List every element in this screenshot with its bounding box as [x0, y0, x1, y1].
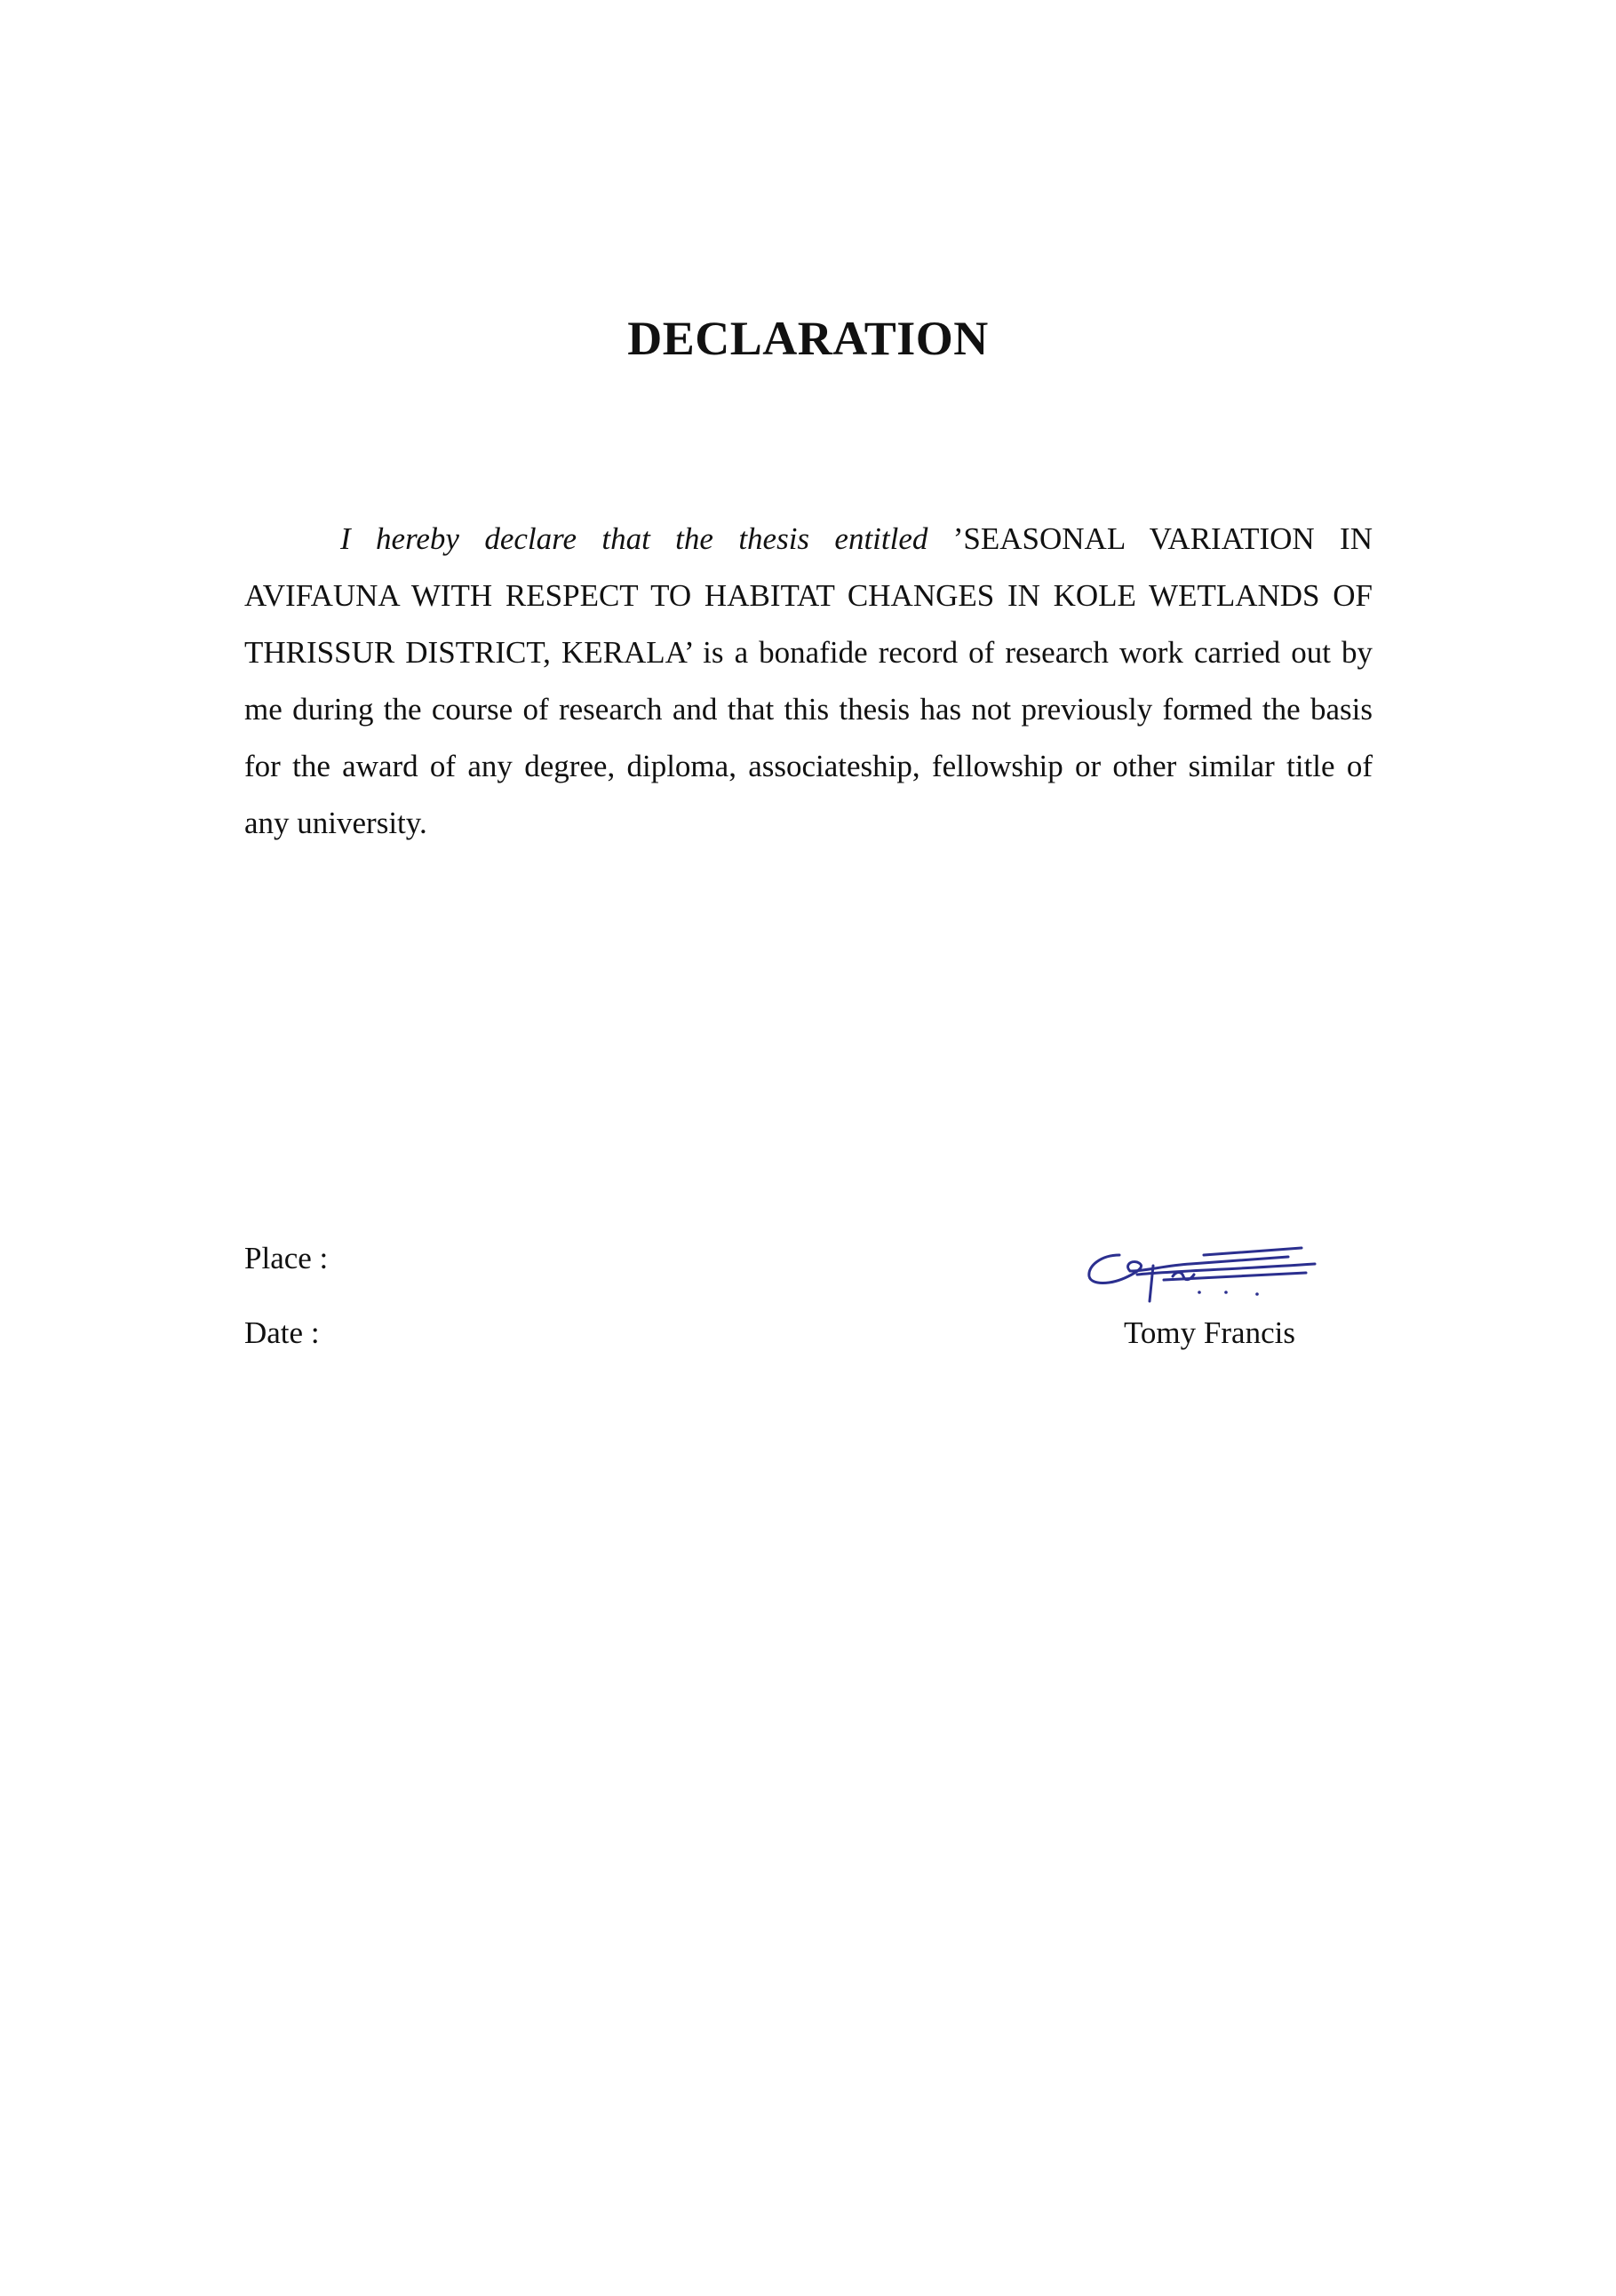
signatory-name: Tomy Francis: [1124, 1315, 1295, 1350]
declaration-paragraph: [244, 511, 1373, 852]
page-title: DECLARATION: [627, 312, 989, 365]
declaration-body: ’SEASONAL VARIATION IN AVIFAUNA WITH RESPECT TO HABITAT CHANGES IN KOLE WETLANDS OF THRISSUR DISTRICT, KERALA’ is a bonafide record of research work carried out by me during the course of research and that this thesis has not previously formed the basis for the award of any degree, diploma, associateship, fellowship or other similar title of any university.: [244, 521, 1373, 840]
signature-icon: [1084, 1230, 1324, 1306]
declaration-lead: I hereby declare that the thesis entitled: [340, 521, 928, 556]
date-label: Date :: [244, 1315, 320, 1350]
place-label: Place :: [244, 1241, 329, 1275]
